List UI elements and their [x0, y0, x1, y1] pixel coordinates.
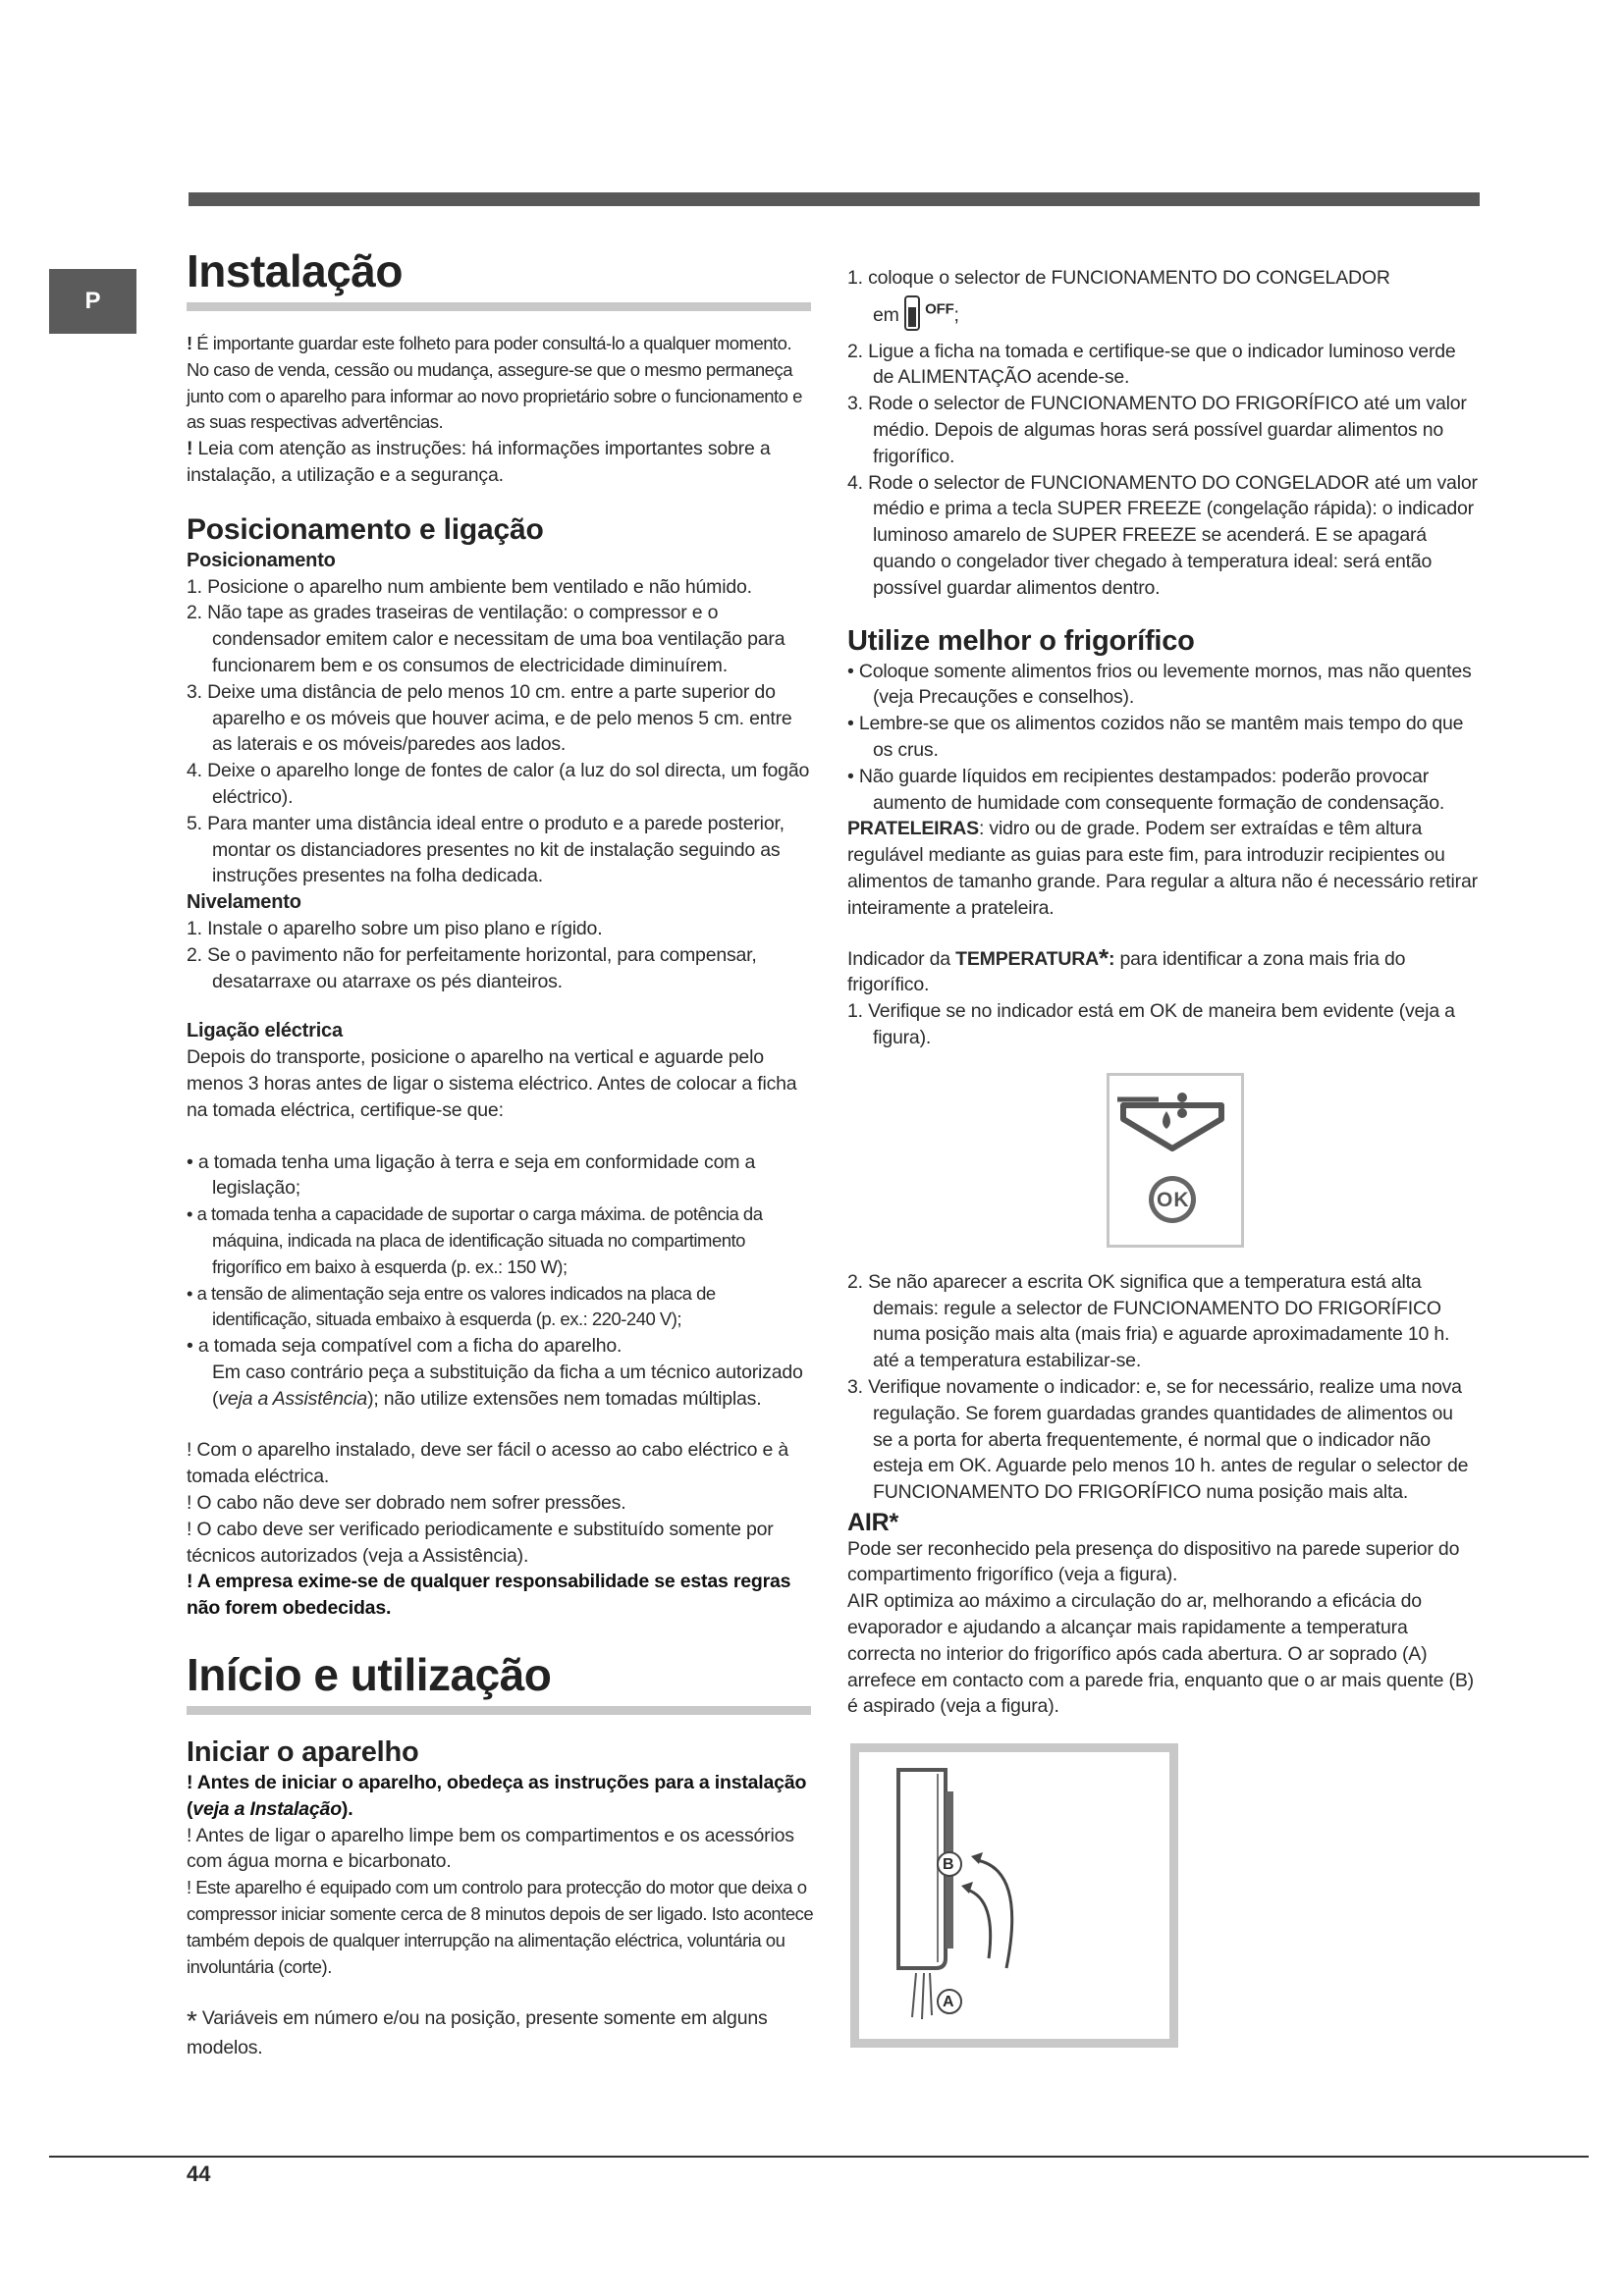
- air-text-1: Pode ser reconhecido pela presença do dispositivo na parede superior do compartimento frigorífico (veja a figura).: [847, 1537, 1460, 1586]
- footnote-star: *: [187, 2005, 197, 2037]
- start-text-1: ! Antes de ligar o aparelho limpe bem os compartimentos e os acessórios com água morna e bicarbonato.: [187, 1824, 794, 1873]
- list-item: • a tensão de alimentação seja entre os valores indicados na placa de identificação, situada embaixo à esquerda (p. ex.: 220-240 V);: [187, 1282, 716, 1330]
- heading-air: AIR*: [847, 1508, 898, 1536]
- heading-start-appliance: Iniciar o aparelho: [187, 1736, 419, 1769]
- text: Em caso contrário peça a substituição da ficha a um técnico autorizado (: [212, 1361, 803, 1410]
- left-column: [187, 245, 815, 2061]
- heading-use-fridge: Utilize melhor o frigorífico: [847, 624, 1195, 657]
- list-item: 2. Não tape as grades traseiras de ventilação: o compressor e o condensador emitem calor e necessitam de uma boa ventilação para funcionarem bem e os consumos de electricidade diminuírem.: [187, 602, 785, 676]
- text: Indicador da: [847, 947, 956, 970]
- section-title-start-use: Início e utilização: [187, 1649, 552, 1701]
- list-item: 4. Deixe o aparelho longe de fontes de calor (a luz do sol directa, um fogão eléctrico).: [187, 760, 810, 808]
- off-label: OFF: [925, 300, 954, 318]
- airflow-diagram: [859, 1752, 1169, 2039]
- list-item: 3. Deixe uma distância de pelo menos 10 cm. entre a parte superior do aparelho e os móveis que houver acima, e de pelo menos 5 cm. entre as laterais e os móveis/paredes aos lados.: [187, 680, 792, 756]
- indicator-icon: [1110, 1076, 1235, 1239]
- text: : vidro ou de grade. Podem ser extraídas e têm altura regulável mediante as guias para este fim, para introduzir recipientes ou alimentos de tamanho grande. Para regular a altura não é necessário retirar inteiramente a prateleira.: [847, 818, 1478, 919]
- title-rule: [187, 1706, 811, 1715]
- subheading-electrical: Ligação eléctrica: [187, 1020, 343, 1042]
- list-item: 3. Rode o selector de FUNCIONAMENTO DO FRIGORÍFICO até um valor médio. Depois de algumas horas será possível guardar alimentos no frigorífico.: [847, 393, 1467, 467]
- warning-3: ! O cabo deve ser verificado periodicamente e substituído somente por técnicos autorizados (veja a Assistência).: [187, 1518, 774, 1567]
- shelves-label: PRATELEIRAS: [847, 818, 979, 840]
- italic-ref: veja a Instalação: [192, 1797, 342, 1820]
- list-item: 2. Se não aparecer a escrita OK significa que a temperatura está alta demais: regule a selector de FUNCIONAMENTO DO FRIGORÍFICO numa posição mais alta (mais fria) e aguarde aproximadamente 10 h. até a temperatura estabilizar-se.: [847, 1270, 1450, 1372]
- text: ).: [341, 1797, 353, 1820]
- footnote-text: Variáveis em número e/ou na posição, presente somente em alguns modelos.: [187, 2007, 768, 2059]
- list-item: • Coloque somente alimentos frios ou levemente mornos, mas não quentes (veja Precauções e conselhos).: [847, 660, 1472, 709]
- text: :: [1108, 947, 1115, 970]
- bottom-rule: [49, 2156, 1589, 2158]
- temperature-paragraph: [847, 942, 1478, 999]
- start-steps-list: [847, 339, 1478, 602]
- title-rule: [187, 302, 811, 311]
- warning-mark: !: [187, 333, 192, 353]
- step-1: 1. coloque o selector de FUNCIONAMENTO DO CONGELADOR: [847, 267, 1390, 289]
- intro-paragraph: [187, 331, 815, 436]
- warning-4: ! A empresa exime-se de qualquer responsabilidade se estas regras não forem obedecidas.: [187, 1571, 791, 1620]
- use-fridge-list: [847, 659, 1478, 817]
- list-item: • a tomada tenha uma ligação à terra e seja em conformidade com a legislação;: [187, 1150, 756, 1200]
- start-text-2: ! Este aparelho é equipado com um controlo para protecção do motor que deixa o compressor iniciar somente cerca de 8 minutos depois de ser ligado. Isto acontece também depois de qualquer interrupção na alimentação eléctrica, voluntária ou involuntária (corte).: [187, 1877, 814, 1977]
- ok-label: OK: [1157, 1188, 1190, 1211]
- list-item: 2. Se o pavimento não for perfeitamente horizontal, para compensar, desatarraxe ou atarraxe os pés dianteiros.: [187, 943, 757, 992]
- temperature-label: TEMPERATURA: [955, 947, 1100, 970]
- list-item: 4. Rode o selector de FUNCIONAMENTO DO CONGELADOR até um valor médio e prima a tecla SUPER FREEZE (congelação rápida): o indicador luminoso amarelo de SUPER FREEZE se acenderá. E se apagará quando o congelador tiver chegado à temperatura ideal: será então possível guardar alimentos dentro.: [847, 471, 1478, 599]
- subheading-leveling: Nivelamento: [187, 891, 301, 914]
- intro-paragraph: [187, 436, 815, 489]
- list-item: • Lembre-se que os alimentos cozidos não se mantêm mais tempo do que os crus.: [847, 713, 1464, 761]
- list-item: • Não guarde líquidos em recipientes destampados: poderão provocar aumento de humidade com consequente formação de condensação.: [847, 765, 1445, 814]
- label-a: A: [943, 1994, 954, 2011]
- text: ;: [953, 303, 959, 326]
- list-item-continuation: [187, 1360, 815, 1413]
- text: para identificar a zona mais fria do frigorífico.: [847, 947, 1406, 996]
- text: ! Antes de iniciar o aparelho, obedeça as instruções para a instalação (: [187, 1772, 807, 1820]
- text: ); não utilize extensões nem tomadas múltiplas.: [367, 1387, 762, 1410]
- positioning-list: [187, 574, 815, 890]
- text: em: [873, 303, 899, 326]
- right-column: [847, 265, 1478, 2048]
- leveling-list: [187, 916, 815, 994]
- language-tab: P: [49, 269, 136, 334]
- list-item: • a tomada seja compatível com a ficha do aparelho.: [187, 1335, 623, 1358]
- intro-text-1: É importante guardar este folheto para poder consultá-lo a qualquer momento. No caso de venda, cessão ou mudança, assegure-se que o mesmo permaneça junto com o aparelho para informar ao novo proprietário sobre o funcionamento e as suas respectivas advertências.: [187, 333, 802, 433]
- air-text-2: AIR optimiza ao máximo a circulação do ar, melhorando a eficácia do evaporador e ajudando a alcançar mais rapidamente a temperatura correcta no interior do frigorífico após cada abertura. O ar soprado (A) arrefece em contacto com a parede fria, enquanto que o ar mais quente (B) é aspirado (veja a figura).: [847, 1590, 1474, 1718]
- warning-mark: !: [187, 438, 193, 460]
- heading-positioning-connection: Posicionamento e ligação: [187, 512, 544, 546]
- warning-1: ! Com o aparelho instalado, deve ser fácil o acesso ao cabo eléctrico e à tomada eléctrica.: [187, 1439, 789, 1488]
- start-warning: [187, 1770, 815, 1823]
- list-item: 2. Ligue a ficha na tomada e certifique-se que o indicador luminoso verde de ALIMENTAÇÃO acende-se.: [847, 340, 1456, 389]
- list-item: 1. Instale o aparelho sobre um piso plano e rígido.: [187, 917, 603, 939]
- top-rule: [189, 192, 1480, 206]
- list-item: 3. Verifique novamente o indicador: e, se for necessário, realize uma nova regulação. Se forem guardadas grandes quantidades de alimentos ou se a porta for aberta frequentemente, é normal que o indicador não esteja em OK. Aguarde pelo menos 10 h. antes de regular o selector de FUNCIONAMENTO DO FRIGORÍFICO numa posição mais alta.: [847, 1375, 1469, 1504]
- warning-2: ! O cabo não deve ser dobrado nem sofrer pressões.: [187, 1492, 626, 1515]
- switch-off-icon: [904, 295, 920, 339]
- subheading-positioning: Posicionamento: [187, 549, 336, 571]
- step-1-cont: [847, 295, 1478, 339]
- temperature-steps: [847, 998, 1478, 1051]
- label-b: B: [943, 1856, 954, 1874]
- italic-ref: veja a Assistência: [218, 1387, 368, 1410]
- list-item: 1. Posicione o aparelho num ambiente bem ventilado e não húmido.: [187, 575, 752, 598]
- electrical-list: [187, 1149, 815, 1413]
- footnote: [187, 2005, 815, 2061]
- temperature-indicator-figure: [1107, 1073, 1244, 1248]
- section-title-installation: Instalação: [187, 245, 403, 296]
- shelves-paragraph: [847, 816, 1478, 921]
- list-item: 5. Para manter uma distância ideal entre o produto e a parede posterior, montar os distanciadores presentes no kit de instalação seguindo as instruções presentes na folha dedicada.: [187, 812, 785, 887]
- list-item: 1. Verifique se no indicador está em OK de maneira bem evidente (veja a figura).: [847, 1000, 1455, 1048]
- page-number: 44: [187, 2162, 211, 2186]
- intro-text-2: Leia com atenção as instruções: há informações importantes sobre a instalação, a utilização e a segurança.: [187, 438, 771, 486]
- temperature-steps-cont: [847, 1269, 1478, 1506]
- asterisk: *: [1099, 942, 1109, 973]
- list-item: • a tomada tenha a capacidade de suportar o carga máxima. de potência da máquina, indicada na placa de identificação situada no compartimento frigorífico em baixo à esquerda (p. ex.: 150 W);: [187, 1203, 763, 1277]
- air-figure: [850, 1743, 1178, 2048]
- electrical-text: Depois do transporte, posicione o aparelho na vertical e aguarde pelo menos 3 horas antes de ligar o sistema eléctrico. Antes de colocar a ficha na tomada eléctrica, certifique-se que:: [187, 1046, 797, 1121]
